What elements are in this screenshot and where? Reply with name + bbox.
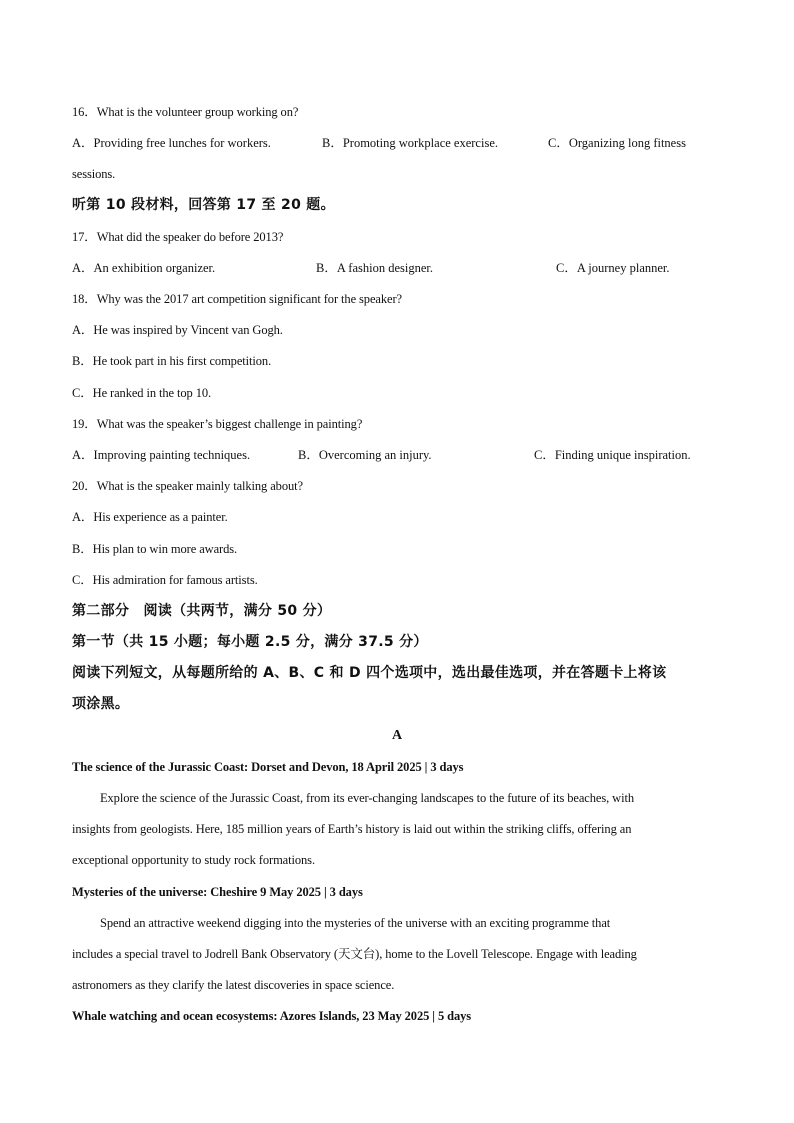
question-17-option-c: C．A journey planner.	[556, 261, 670, 275]
question-18-option-b: B．He took part in his first competition.	[72, 354, 272, 368]
entry-body-line: exceptional opportunity to study rock formations.	[72, 853, 315, 867]
entry-body-line: insights from geologists. Here, 185 million years of Earth’s history is laid out within the striking cliffs, offering an	[72, 822, 632, 836]
question-20-option-c: C．His admiration for famous artists.	[72, 573, 258, 587]
reading-instruction-line-2: 项涂黑。	[72, 696, 130, 712]
section-1-header: 第一节（共 15 小题；每小题 2.5 分，满分 37.5 分）	[72, 634, 428, 650]
question-17-option-a: A．An exhibition organizer.	[72, 261, 216, 275]
question-19-option-a: A．Improving painting techniques.	[72, 448, 251, 462]
question-17-stem: 17．What did the speaker do before 2013?	[72, 230, 284, 244]
question-16-option-c: C．Organizing long fitness	[548, 136, 686, 150]
question-16-option-a: A．Providing free lunches for workers.	[72, 136, 271, 150]
question-20-option-b: B．His plan to win more awards.	[72, 542, 238, 556]
entry-heading: Whale watching and ocean ecosystems: Azores Islands, 23 May 2025 | 5 days	[72, 1009, 472, 1023]
question-16-option-c-continued: sessions.	[72, 167, 116, 181]
entry-body-line: includes a special travel to Jodrell Bank Observatory (天文台), home to the Lovell Telescope. Engage with leading	[72, 947, 637, 961]
entry-body-line: Spend an attractive weekend digging into the mysteries of the universe with an exciting programme that	[100, 916, 611, 930]
question-17-option-b: B．A fashion designer.	[316, 261, 434, 275]
question-19-option-c: C．Finding unique inspiration.	[534, 448, 691, 462]
question-20-option-a: A．His experience as a painter.	[72, 510, 228, 524]
question-16-option-b: B．Promoting workplace exercise.	[322, 136, 498, 150]
question-19-option-b: B．Overcoming an injury.	[298, 448, 432, 462]
question-19-stem: 19．What was the speaker’s biggest challenge in painting?	[72, 417, 363, 431]
passage-label: A	[391, 728, 402, 743]
question-18-option-a: A．He was inspired by Vincent van Gogh.	[72, 323, 283, 337]
part-2-header: 第二部分 阅读（共两节，满分 50 分）	[72, 603, 332, 619]
entry-heading: The science of the Jurassic Coast: Dorset and Devon, 18 April 2025 | 3 days	[72, 760, 464, 774]
question-18-option-c: C．He ranked in the top 10.	[72, 386, 212, 400]
entry-body-line: Explore the science of the Jurassic Coast, from its ever-changing landscapes to the future of its beaches, with	[100, 791, 634, 805]
reading-instruction-line-1: 阅读下列短文，从每题所给的 A、B、C 和 D 四个选项中，选出最佳选项，并在答题卡上将该	[72, 665, 667, 681]
entry-body-line: astronomers as they clarify the latest discoveries in space science.	[72, 978, 395, 992]
section-10-header: 听第 10 段材料，回答第 17 至 20 题。	[72, 197, 335, 213]
entry-heading: Mysteries of the universe: Cheshire 9 May 2025 | 3 days	[72, 885, 363, 899]
question-16-stem: 16．What is the volunteer group working on?	[72, 105, 299, 119]
question-18-stem: 18．Why was the 2017 art competition significant for the speaker?	[72, 292, 402, 306]
question-20-stem: 20．What is the speaker mainly talking about?	[72, 479, 303, 493]
